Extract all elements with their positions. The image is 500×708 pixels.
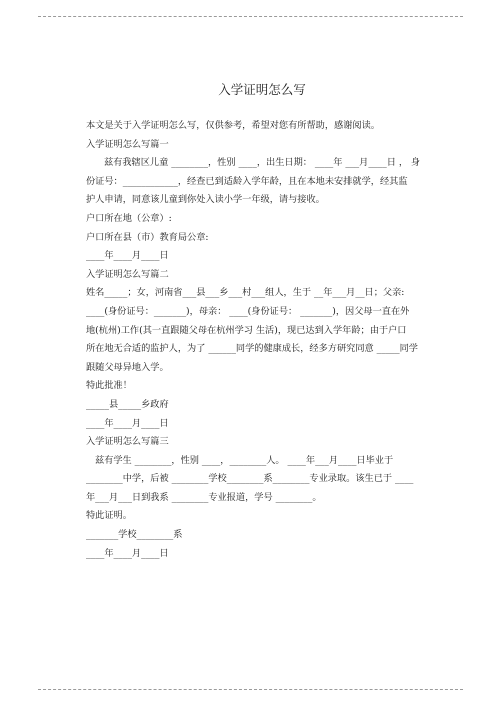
paragraph-line: 年___月___日到我系 ________专业报道，学号 ________。 (86, 491, 322, 503)
date-line: ____年____月____日 (86, 250, 169, 262)
section-heading-2: 入学证明怎么写篇二 (86, 268, 169, 280)
section-heading-3: 入学证明怎么写篇三 (86, 436, 169, 448)
paragraph-line: 跟随父母异地入学。 (86, 361, 169, 373)
paragraph-line: 特此批准！ (86, 380, 132, 392)
document-page (86, 82, 438, 563)
date-line: ____年____月____日 (86, 417, 169, 429)
top-divider (38, 16, 463, 17)
paragraph-line: 户口所在地（公章）: (86, 212, 172, 224)
paragraph-line: 地(杭州)工作(其一直跟随父母在杭州学习 生活)，现已达到入学年龄；由于户口 (86, 324, 407, 336)
paragraph-line: 姓名_____；女，河南省___县___乡___村___组人，生于 __年___月__日；父亲: (86, 287, 405, 299)
document-body (86, 117, 438, 563)
paragraph-line: ________中学，后被 ________学校________系________专业录取。该生已于 ____ (86, 473, 414, 485)
paragraph-line: 份证号：____________，经查已到适龄入学年龄，且在本地未安排就学，经其监 (86, 175, 408, 187)
paragraph-line: 护人申请，同意该儿童到你处入读小学一年级，请与接收。 (86, 194, 325, 206)
date-line: ____年____月____日 (86, 547, 169, 559)
signature-line: _____县_____乡政府 (86, 398, 169, 410)
intro-line: 本文是关于入学证明怎么写，仅供参考，希望对您有所帮助，感谢阅读。 (86, 120, 380, 131)
document-title: 入学证明怎么写 (218, 82, 306, 97)
signature-line: _______学校________系 (86, 529, 183, 541)
paragraph-line: 兹有学生 ________，性别 ____，________人。 ____年___月____日毕业于 (95, 454, 394, 466)
paragraph-line: 特此证明。 (86, 510, 132, 522)
paragraph-line: 所在地无合适的监护人，为了 ______同学的健康成长，经多方研究同意 _____同学 (86, 343, 418, 355)
section-heading-1: 入学证明怎么写篇一 (86, 138, 169, 150)
paragraph-line: 户口所在县（市）教育局公章: (86, 231, 209, 243)
paragraph-line: 兹有我辖区儿童 ________，性别 ____，出生日期： ____年 ___月____日 ， 身 (104, 157, 421, 169)
bottom-divider (38, 689, 463, 690)
paragraph-line: ____(身份证号：_______)，母亲： ____(身份证号： _______)，因父母一直在外 (86, 305, 410, 317)
